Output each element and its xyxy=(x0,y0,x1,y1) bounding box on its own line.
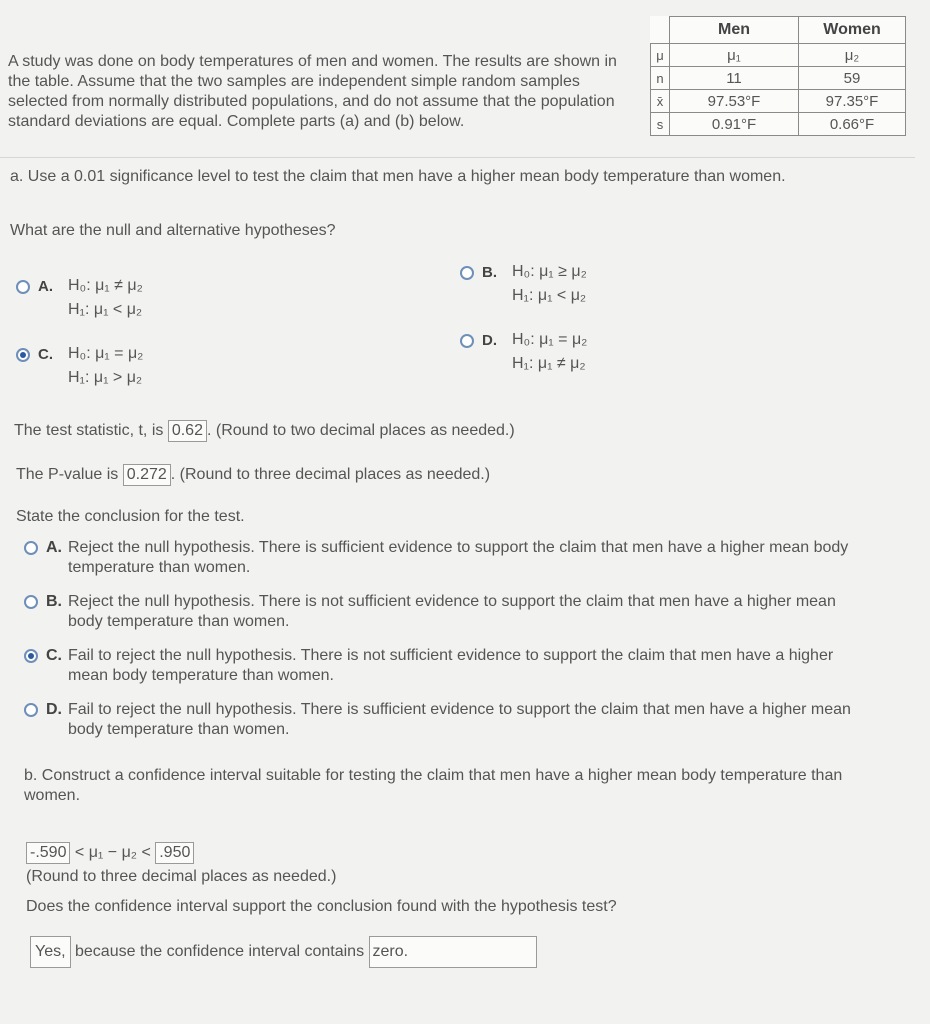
intro-line: standard deviations are equal. Complete parts (a) and (b) below. xyxy=(8,113,465,130)
radio-button[interactable] xyxy=(24,703,38,717)
table-cell: μ₁ xyxy=(670,44,799,67)
part-b-prompt xyxy=(24,766,842,806)
alt-hypothesis: H₁: μ₁ ≠ μ₂ xyxy=(512,355,586,372)
section-divider xyxy=(0,157,915,158)
part-b-prompt-line: b. Construct a confidence interval suitable for testing the claim that men have a higher mean body temperature than xyxy=(24,767,843,784)
conclusion-option-d[interactable] xyxy=(24,700,898,740)
ci-parameter: < μ₁ − μ₂ < xyxy=(74,844,151,861)
test-statistic-label: The test statistic, t, is xyxy=(14,422,164,439)
option-text: Fail to reject the null hypothesis. There is not sufficient evidence to support the claim that men have a higher xyxy=(68,647,834,664)
radio-button[interactable] xyxy=(460,266,474,280)
option-letter: B. xyxy=(46,593,62,610)
radio-button[interactable] xyxy=(460,334,474,348)
column-header-women: Women xyxy=(799,17,906,44)
table-row xyxy=(651,90,906,113)
table-cell: 0.66°F xyxy=(799,113,906,136)
answer-dropdown[interactable]: Yes, xyxy=(30,936,71,968)
part-b-prompt-line: women. xyxy=(24,787,81,804)
radio-button[interactable] xyxy=(16,280,30,294)
radio-button[interactable] xyxy=(24,541,38,555)
confidence-interval-line xyxy=(26,842,194,864)
conclusion-option-b[interactable] xyxy=(24,592,898,632)
option-text: body temperature than women. xyxy=(68,613,290,630)
table-row xyxy=(651,44,906,67)
null-hypothesis: H₀: μ₁ ≥ μ₂ xyxy=(512,263,587,280)
option-letter: A. xyxy=(38,278,53,295)
null-hypothesis: H₀: μ₁ = μ₂ xyxy=(68,345,144,362)
support-question: Does the confidence interval support the conclusion found with the hypothesis test? xyxy=(26,898,617,915)
option-text: Fail to reject the null hypothesis. There is sufficient evidence to support the claim that men have a higher mean xyxy=(68,701,851,718)
test-statistic-line xyxy=(14,420,515,442)
table-cell: 0.91°F xyxy=(670,113,799,136)
problem-statement xyxy=(8,52,648,132)
null-hypothesis: H₀: μ₁ ≠ μ₂ xyxy=(68,277,143,294)
option-text: body temperature than women. xyxy=(68,721,290,738)
table-row xyxy=(651,113,906,136)
row-label: x̄ xyxy=(651,90,670,113)
option-letter: C. xyxy=(38,346,53,363)
table-header-row xyxy=(651,17,906,44)
column-header-men: Men xyxy=(670,17,799,44)
row-label: n xyxy=(651,67,670,90)
option-text: mean body temperature than women. xyxy=(68,667,334,684)
option-text: temperature than women. xyxy=(68,559,251,576)
p-value-line xyxy=(16,464,490,486)
radio-button-selected[interactable] xyxy=(16,348,30,362)
part-a-prompt: a. Use a 0.01 significance level to test the claim that men have a higher mean body temperature than women. xyxy=(10,168,786,185)
intro-line: selected from normally distributed populations, and do not assume that the population xyxy=(8,93,615,110)
table-cell: μ₂ xyxy=(799,44,906,67)
hyp-option-d[interactable] xyxy=(460,331,588,372)
table-cell: 59 xyxy=(799,67,906,90)
test-statistic-note: . (Round to two decimal places as needed.) xyxy=(206,422,515,439)
conclusion-question: State the conclusion for the test. xyxy=(16,508,245,525)
option-letter: C. xyxy=(46,647,62,664)
support-answer-line xyxy=(30,936,537,968)
test-statistic-input[interactable]: 0.62 xyxy=(168,420,207,442)
data-table xyxy=(650,16,906,136)
option-letter: D. xyxy=(46,701,62,718)
round-note: (Round to three decimal places as needed.) xyxy=(26,868,337,885)
answer-value-dropdown[interactable]: zero. xyxy=(369,936,537,968)
option-letter: B. xyxy=(482,264,497,281)
conclusion-option-a[interactable] xyxy=(24,538,898,578)
conclusion-option-c[interactable] xyxy=(24,646,898,686)
radio-button-selected[interactable] xyxy=(24,649,38,663)
intro-line: the table. Assume that the two samples are independent simple random samples xyxy=(8,73,580,90)
p-value-note: . (Round to three decimal places as needed.) xyxy=(170,466,491,483)
alt-hypothesis: H₁: μ₁ > μ₂ xyxy=(68,369,143,386)
row-label: s xyxy=(651,113,670,136)
answer-text: because the confidence interval contains xyxy=(75,943,365,961)
table-cell: 97.53°F xyxy=(670,90,799,113)
alt-hypothesis: H₁: μ₁ < μ₂ xyxy=(68,301,143,318)
hyp-option-c[interactable] xyxy=(16,345,144,386)
table-row xyxy=(651,67,906,90)
table-cell: 97.35°F xyxy=(799,90,906,113)
radio-button[interactable] xyxy=(24,595,38,609)
alt-hypothesis: H₁: μ₁ < μ₂ xyxy=(512,287,587,304)
p-value-input[interactable]: 0.272 xyxy=(123,464,171,486)
option-letter: A. xyxy=(46,539,62,556)
intro-line: A study was done on body temperatures of men and women. The results are shown in xyxy=(8,53,617,70)
option-text: Reject the null hypothesis. There is sufficient evidence to support the claim that men have a higher mean body xyxy=(68,539,849,556)
hyp-option-a[interactable] xyxy=(16,277,143,318)
table-cell: 11 xyxy=(670,67,799,90)
ci-lower-input[interactable]: -.590 xyxy=(26,842,70,864)
row-label: μ xyxy=(651,44,670,67)
p-value-label: The P-value is xyxy=(16,466,119,483)
option-letter: D. xyxy=(482,332,497,349)
hypotheses-question: What are the null and alternative hypotheses? xyxy=(10,222,336,239)
null-hypothesis: H₀: μ₁ = μ₂ xyxy=(512,331,588,348)
hyp-option-b[interactable] xyxy=(460,263,587,304)
ci-upper-input[interactable]: .950 xyxy=(155,842,194,864)
option-text: Reject the null hypothesis. There is not sufficient evidence to support the claim that men have a higher mean xyxy=(68,593,836,610)
